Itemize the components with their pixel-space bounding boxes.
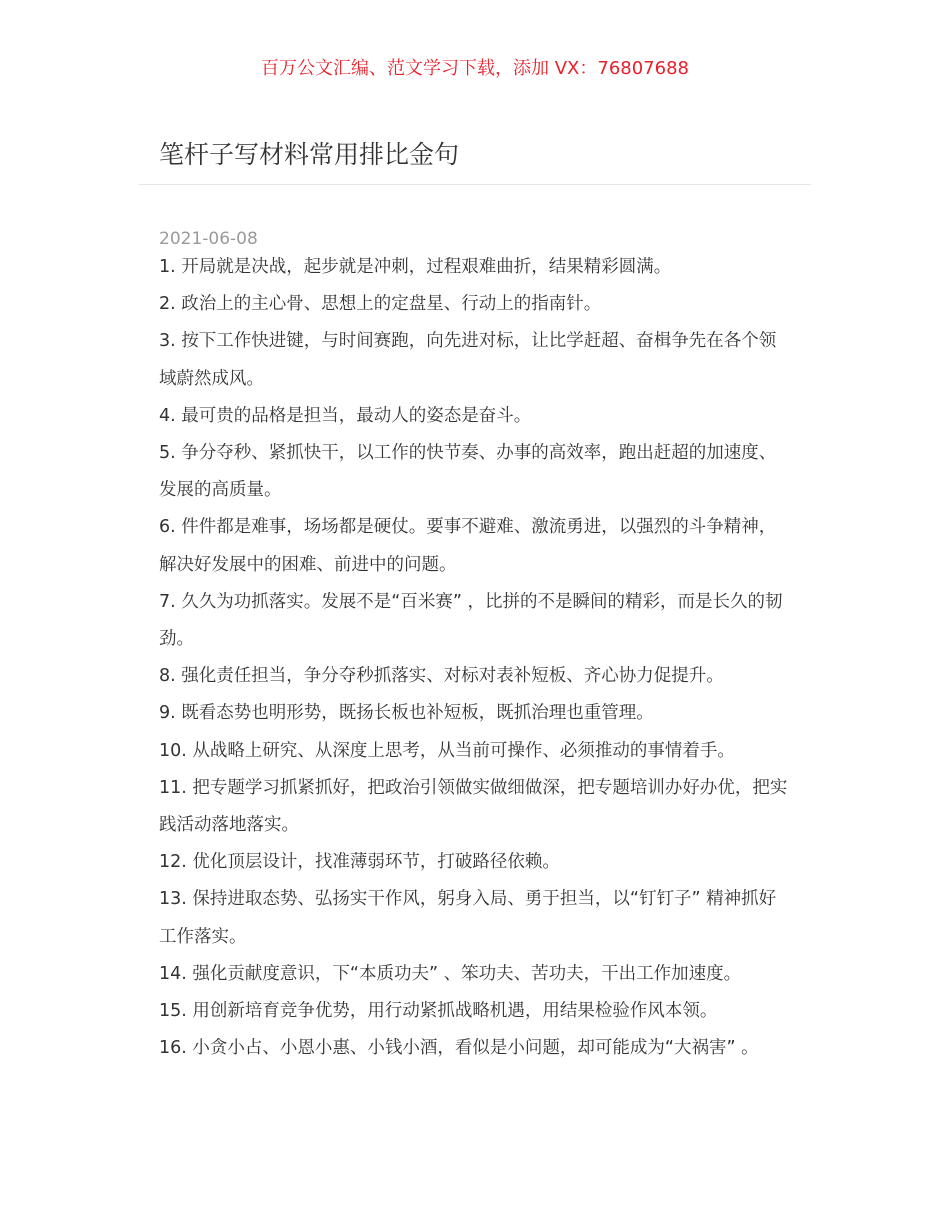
list-item: 7. 久久为功抓落实。发展不是“百米赛” ，比拼的不是瞬间的精彩，而是长久的韧劲。 [159,591,783,650]
list-item: 11. 把专题学习抓紧抓好，把政治引领做实做细做深，把专题培训办好办优，把实践活动落地落实。 [159,777,788,836]
list-item: 13. 保持进取态势、弘扬实干作风，躬身入局、勇于担当，以“钉钉子” 精神抓好工作落实。 [159,889,777,947]
list-item: 8. 强化责任担当，争分夺秒抓落实、对标对表补短板、齐心协力促提升。 [159,666,724,687]
article-title: 笔杆子写材料常用排比金句 [159,140,460,169]
list-item: 5. 争分夺秒、紧抓快干，以工作的快节奏、办事的高效率，跑出赶超的加速度、发展的高质量。 [159,443,777,501]
article-body [159,249,793,1067]
list-item: 14. 强化贡献度意识，下“本质功夫” 、笨功夫、苦功夫，干出工作加速度。 [159,963,742,984]
list-item: 16. 小贪小占、小恩小惠、小钱小酒，看似是小问题，却可能成为“大祸害” 。 [159,1038,759,1059]
title-divider [139,184,811,185]
list-item: 9. 既看态势也明形势，既扬长板也补短板，既抓治理也重管理。 [159,703,654,724]
list-item: 2. 政治上的主心骨、思想上的定盘星、行动上的指南针。 [159,294,602,315]
header-banner: 百万公文汇编、范文学习下载，添加 VX：76807688 [261,58,689,79]
list-item: 3. 按下工作快进键，与时间赛跑，向先进对标，让比学赶超、奋楫争先在各个领域蔚然成风。 [159,331,777,389]
list-item: 12. 优化顶层设计，找准薄弱环节，打破路径依赖。 [159,852,560,873]
list-item: 4. 最可贵的品格是担当，最动人的姿态是奋斗。 [159,405,532,426]
list-item: 6. 件件都是难事，场场都是硬仗。要事不避难、激流勇进，以强烈的斗争精神，解决好发展中的困难、前进中的问题。 [159,517,777,575]
article-date: 2021-06-08 [159,229,258,249]
list-item: 15. 用创新培育竞争优势，用行动紧抓战略机遇，用结果检验作风本领。 [159,1001,718,1022]
list-item: 10. 从战略上研究、从深度上思考，从当前可操作、必须推动的事情着手。 [159,740,735,761]
list-item: 1. 开局就是决战，起步就是冲刺，过程艰难曲折，结果精彩圆满。 [159,257,672,277]
